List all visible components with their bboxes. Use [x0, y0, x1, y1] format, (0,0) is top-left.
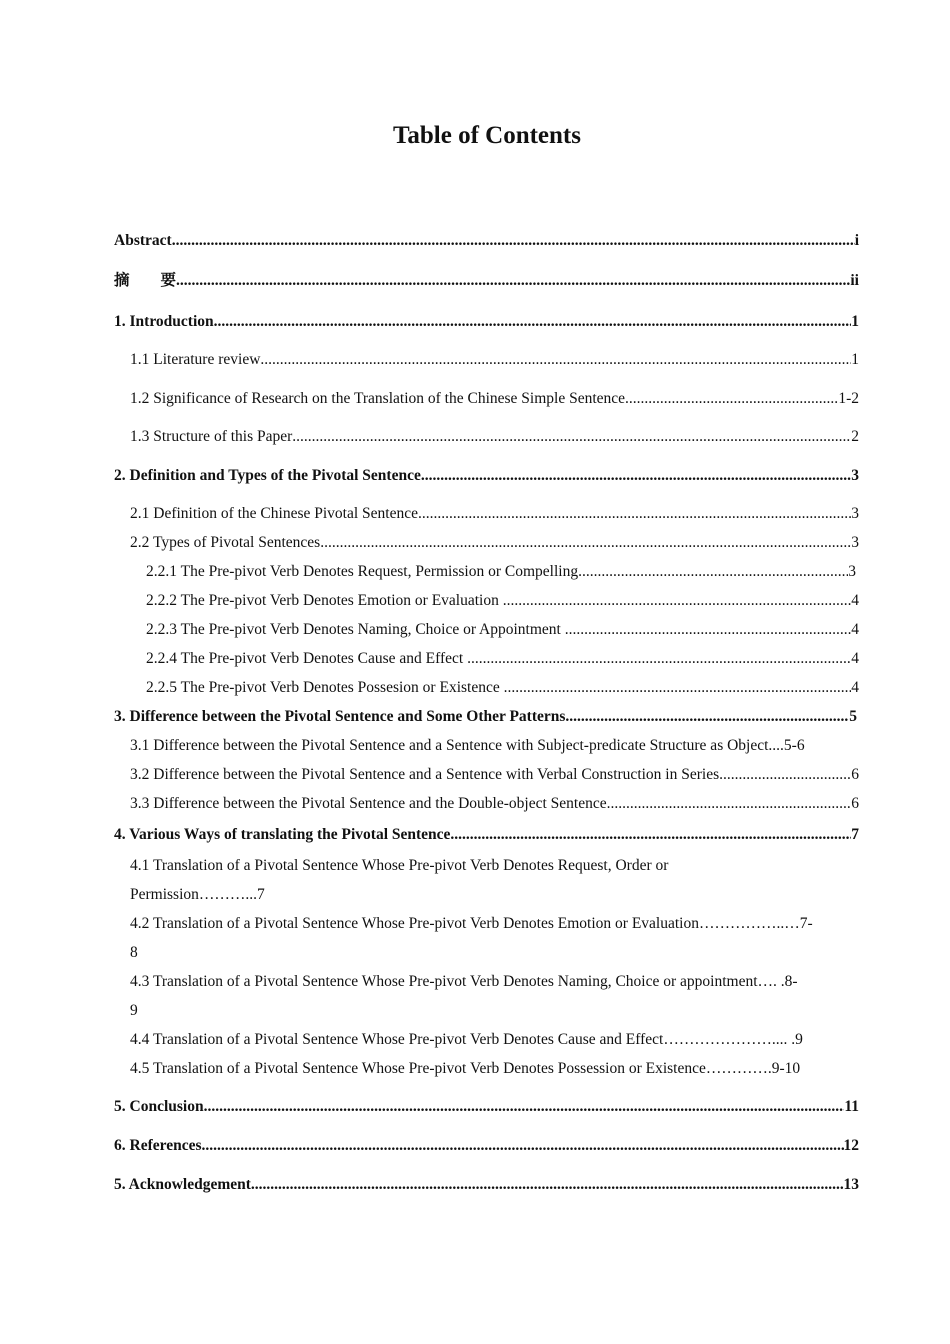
leader-dots [251, 1175, 844, 1195]
toc-page-number: 2 [851, 428, 859, 445]
toc-entry-4-3[interactable] [130, 972, 798, 992]
toc-entry-chapter-4[interactable] [114, 825, 859, 845]
toc-page-number: 3 [851, 534, 859, 551]
toc-entry-introduction[interactable] [114, 312, 859, 332]
toc-entry-label: 4.5 Translation of a Pivotal Sentence Whose Pre-pivot Verb Denotes Possession or Existence………….9-10 [130, 1060, 801, 1077]
toc-entry-label: 2.1 Definition of the Chinese Pivotal Sentence [130, 505, 418, 522]
toc-entry-4-2-continued[interactable] [130, 943, 138, 963]
toc-entry-2-2-2[interactable] [146, 591, 859, 611]
leader-dots [204, 1097, 845, 1117]
leader-dots [719, 765, 851, 785]
toc-page-number: 1-2 [838, 390, 859, 407]
toc-entry-label: 8 [130, 944, 138, 961]
toc-entry-label: 5. Acknowledgement [114, 1176, 251, 1193]
leader-dots [503, 591, 852, 611]
toc-entry-label: 5. Conclusion [114, 1098, 204, 1115]
toc-entry-label: 2.2.4 The Pre-pivot Verb Denotes Cause and Effect [146, 650, 468, 667]
toc-entry-2-2-4[interactable] [146, 649, 859, 669]
toc-page-number: 13 [843, 1176, 859, 1193]
toc-entry-label: 1. Introduction [114, 313, 214, 330]
toc-entry-references[interactable] [114, 1136, 859, 1156]
toc-entry-label: 1.2 Significance of Research on the Translation of the Chinese Simple Sentence [130, 390, 626, 407]
leader-dots [320, 533, 851, 553]
toc-entry-label: 6. References [114, 1137, 202, 1154]
leader-dots [565, 707, 849, 727]
leader-dots [565, 620, 852, 640]
leader-dots [450, 825, 851, 845]
toc-entry-label: 2.2 Types of Pivotal Sentences [130, 534, 321, 551]
leader-dots [504, 678, 852, 698]
toc-entry-label: Permission………...7 [130, 886, 265, 903]
toc-entry-label: 1.1 Literature review [130, 351, 261, 368]
leader-dots [176, 271, 850, 291]
toc-page-number: 3 [851, 505, 859, 522]
toc-entry-label: 4.2 Translation of a Pivotal Sentence Whose Pre-pivot Verb Denotes Emotion or Evaluation……………..…7- [130, 915, 813, 932]
toc-entry-3-3[interactable] [130, 794, 859, 814]
toc-entry-4-1[interactable] [130, 856, 668, 876]
toc-entry-label: 2.2.1 The Pre-pivot Verb Denotes Request, Permission or Compelling [146, 563, 579, 580]
toc-page-number: 7 [851, 826, 859, 843]
toc-page-number: 6 [851, 766, 859, 783]
toc-entry-4-2[interactable] [130, 914, 813, 934]
toc-entry-acknowledgement[interactable] [114, 1175, 859, 1195]
toc-page-number: 3 [851, 467, 859, 484]
toc-entry-label: 2. Definition and Types of the Pivotal Sentence [114, 467, 421, 484]
toc-entry-abstract[interactable] [114, 231, 859, 251]
toc-entry-label: 3.3 Difference between the Pivotal Sentence and the Double-object Sentence [130, 795, 607, 812]
toc-entry-label: 3. Difference between the Pivotal Sentence and Some Other Patterns [114, 708, 566, 725]
leader-dots [421, 466, 851, 486]
toc-entry-label: 3.1 Difference between the Pivotal Sentence and a Sentence with Subject-predicate Structure as Object....5-6 [130, 737, 805, 754]
toc-entry-3-2[interactable] [130, 765, 859, 785]
toc-page-number: i [854, 232, 859, 249]
toc-entry-label: 摘 要 [114, 272, 177, 289]
toc-entry-label: 9 [130, 1002, 138, 1019]
toc-entry-label: 1.3 Structure of this Paper [130, 428, 293, 445]
toc-page-number: 3 [848, 563, 856, 580]
toc-entry-conclusion[interactable] [114, 1097, 859, 1117]
toc-entry-chapter-2[interactable] [114, 466, 859, 486]
toc-entry-label: 4. Various Ways of translating the Pivotal Sentence [114, 826, 451, 843]
toc-page-number: ii [850, 272, 859, 289]
leader-dots [418, 504, 851, 524]
toc-page-number: 5 [849, 708, 857, 725]
toc-entry-3-1[interactable] [130, 736, 859, 756]
toc-entry-2-2-3[interactable] [146, 620, 859, 640]
toc-page-number: 4 [851, 679, 859, 696]
toc-entry-chinese-abstract[interactable] [114, 271, 859, 291]
toc-page-number: 6 [851, 795, 859, 812]
toc-entry-1-1[interactable] [130, 350, 859, 370]
leader-dots [214, 312, 852, 332]
toc-entry-2-1[interactable] [130, 504, 859, 524]
leader-dots [292, 427, 851, 447]
toc-entry-2-2-1[interactable] [146, 562, 856, 582]
leader-dots [578, 562, 848, 582]
leader-dots [467, 649, 851, 669]
toc-page-number: 12 [843, 1137, 859, 1154]
toc-entry-label: 2.2.2 The Pre-pivot Verb Denotes Emotion or Evaluation [146, 592, 503, 609]
toc-page-number: 1 [851, 313, 859, 330]
toc-entry-label: 2.2.5 The Pre-pivot Verb Denotes Possesion or Existence [146, 679, 504, 696]
toc-entry-1-2[interactable] [130, 389, 859, 409]
toc-entry-label: 4.4 Translation of a Pivotal Sentence Whose Pre-pivot Verb Denotes Cause and Effect………………….... .9 [130, 1031, 803, 1048]
toc-entry-label: Abstract [114, 232, 172, 249]
toc-page-number: 11 [844, 1098, 859, 1115]
toc-page-number: 4 [851, 621, 859, 638]
toc-entry-label: 2.2.3 The Pre-pivot Verb Denotes Naming, Choice or Appointment [146, 621, 565, 638]
toc-page-number: 4 [851, 650, 859, 667]
toc-entry-2-2-5[interactable] [146, 678, 859, 698]
toc-entry-4-3-continued[interactable] [130, 1001, 138, 1021]
toc-entry-4-5[interactable] [130, 1059, 800, 1079]
toc-page-number: 1 [851, 351, 859, 368]
leader-dots [607, 794, 852, 814]
toc-entry-4-1-continued[interactable] [130, 885, 265, 905]
toc-entry-label: 4.3 Translation of a Pivotal Sentence Whose Pre-pivot Verb Denotes Naming, Choice or appointment…. .8- [130, 973, 798, 990]
page-title: Table of Contents [393, 122, 581, 149]
toc-entry-chapter-3[interactable] [114, 707, 857, 727]
toc-entry-label: 3.2 Difference between the Pivotal Sentence and a Sentence with Verbal Construction in Series [130, 766, 720, 783]
toc-entry-1-3[interactable] [130, 427, 859, 447]
toc-page-number: 4 [851, 592, 859, 609]
toc-entry-label: 4.1 Translation of a Pivotal Sentence Whose Pre-pivot Verb Denotes Request, Order or [130, 857, 669, 874]
leader-dots [260, 350, 851, 370]
leader-dots [202, 1136, 844, 1156]
toc-entry-4-4[interactable] [130, 1030, 803, 1050]
leader-dots [172, 231, 855, 251]
toc-entry-2-2[interactable] [130, 533, 859, 553]
leader-dots [625, 389, 838, 409]
